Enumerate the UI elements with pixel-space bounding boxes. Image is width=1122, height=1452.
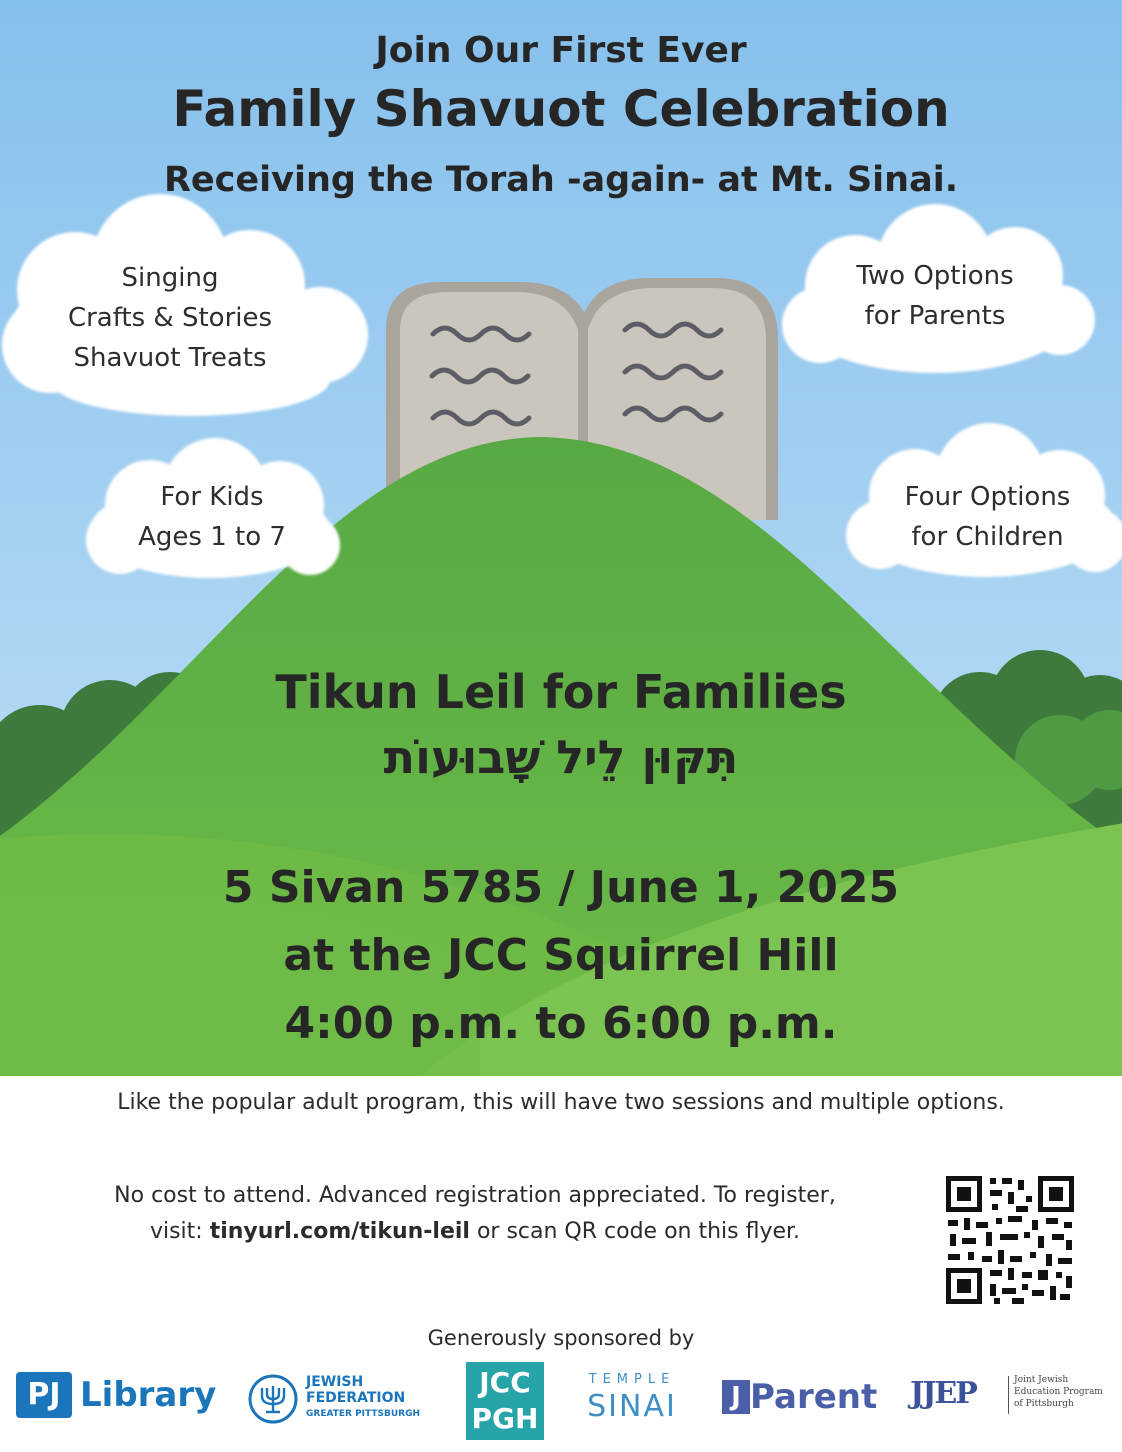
cloud-text-children-options: Four Options for Children bbox=[904, 482, 1071, 552]
sponsors-label: Generously sponsored by bbox=[427, 1326, 695, 1350]
program-description: Like the popular adult program, this will have two sessions and multiple options. bbox=[117, 1090, 1005, 1115]
registration-info bbox=[20, 1178, 930, 1250]
cloud-text-activities: Singing Crafts & Stories Shavuot Treats bbox=[67, 263, 273, 373]
registration-line-1: No cost to attend. Advanced registration appreciated. To register, bbox=[114, 1183, 836, 1208]
event-date: 5 Sivan 5785 / June 1, 2025 bbox=[222, 862, 900, 913]
event-title-english: Tikun Leil for Families bbox=[275, 665, 847, 719]
jcc-pgh-logo: JCC PGH bbox=[466, 1362, 544, 1440]
page-title: Family Shavuot Celebration bbox=[172, 80, 950, 138]
event-time: 4:00 p.m. to 6:00 p.m. bbox=[284, 998, 838, 1049]
event-title-hebrew: תִּקּוּן לֵיל שָׁבוּעוֹת bbox=[383, 730, 739, 784]
page-subtitle: Receiving the Torah -again- at Mt. Sinai. bbox=[163, 160, 958, 200]
registration-link[interactable]: tinyurl.com/tikun-leil bbox=[209, 1219, 470, 1244]
cloud-text-parents: Two Options for Parents bbox=[856, 261, 1014, 331]
cloud-text-kids-ages: For Kids Ages 1 to 7 bbox=[138, 482, 286, 552]
event-location: at the JCC Squirrel Hill bbox=[283, 930, 839, 981]
pj-library-word: Library bbox=[80, 1375, 217, 1415]
pj-library-logo bbox=[16, 1372, 216, 1418]
jjep-logo: JJEP Joint Jewish Education Program of Pittsburgh bbox=[910, 1374, 1110, 1420]
header-intro: Join Our First Ever bbox=[375, 30, 747, 71]
temple-sinai-logo: TEMPLE SINAI bbox=[587, 1372, 677, 1424]
registration-line-2: visit: tinyurl.com/tikun-leil or scan QR code on this flyer. bbox=[149, 1219, 801, 1244]
qr-code[interactable] bbox=[946, 1176, 1074, 1304]
jparent-logo: J Parent bbox=[722, 1374, 882, 1420]
pj-library-mark: PJ bbox=[16, 1372, 72, 1418]
menorah-icon bbox=[248, 1374, 298, 1424]
jewish-federation-logo: JEWISH FEDERATION GREATER PITTSBURGH bbox=[248, 1374, 438, 1424]
